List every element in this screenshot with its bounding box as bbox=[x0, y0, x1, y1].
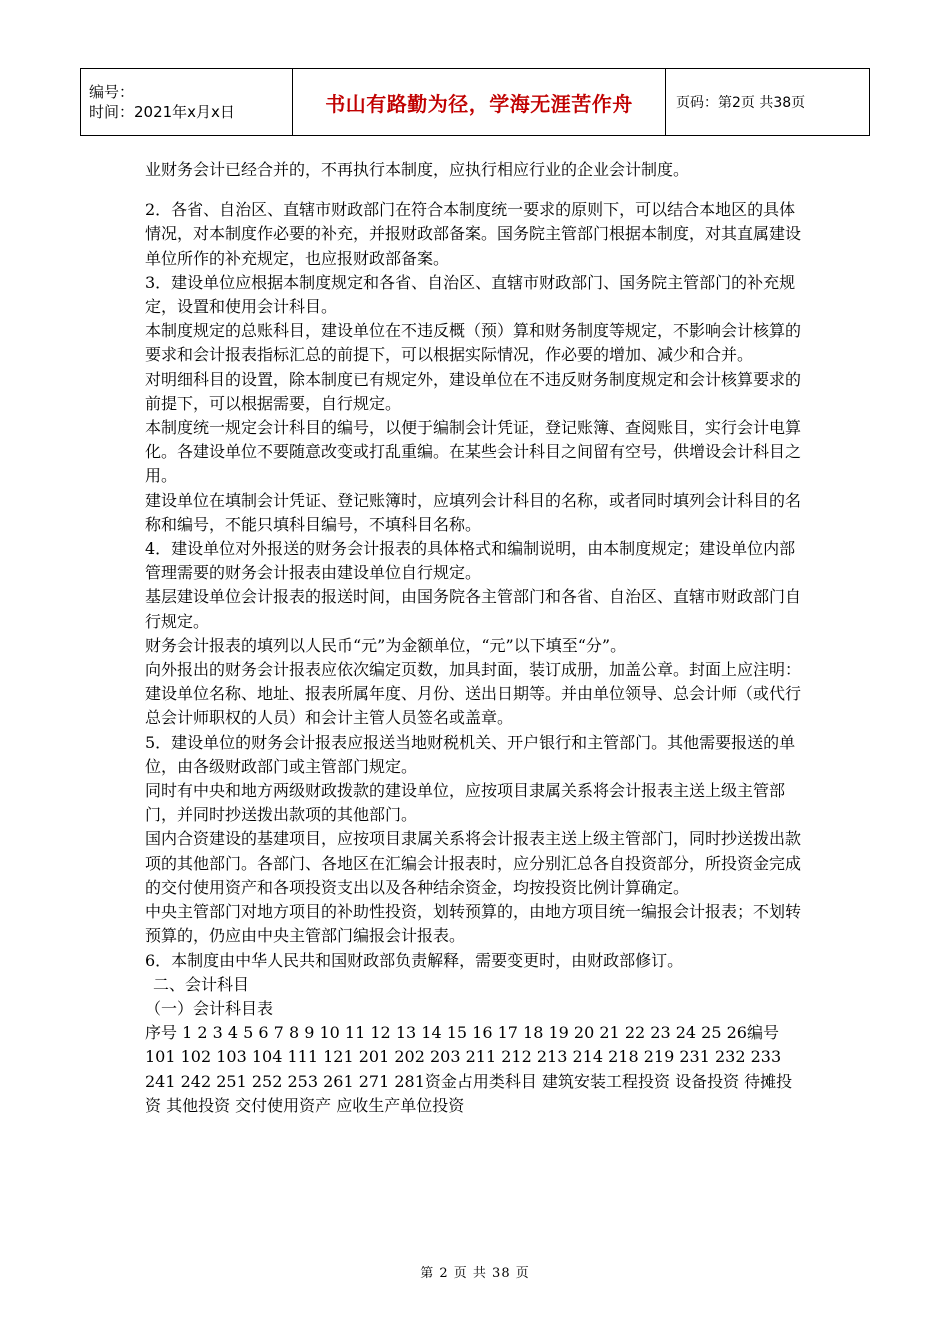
document-time-label: 时间：2021年x月x日 bbox=[89, 103, 235, 121]
header-table bbox=[80, 68, 870, 136]
paragraph: 国内合资建设的基建项目，应按项目隶属关系将会计报表主送上级主管部门，同时抄送拨出款项的其他部门。各部门、各地区在汇编会计报表时，应分别汇总各自投资部分，所投资金完成的交付使用资产和各项投资支出以及各种结余资金，均按投资比例计算确定。 bbox=[145, 829, 802, 897]
paragraph: 财务会计报表的填列以人民币“元”为金额单位，“元”以下填至“分”。 bbox=[145, 635, 627, 655]
paragraph: 建设单位在填制会计凭证、登记账簿时，应填列会计科目的名称，或者同时填列会计科目的名称和编号，不能只填科目编号，不填科目名称。 bbox=[145, 490, 802, 534]
paragraph: 本制度规定的总账科目，建设单位在不违反概（预）算和财务制度等规定，不影响会计核算的要求和会计报表指标汇总的前提下，可以根据实际情况，作必要的增加、减少和合并。 bbox=[145, 321, 802, 365]
page-footer: 第 2 页 共 38 页 bbox=[420, 1266, 530, 1281]
paragraph: 5．建设单位的财务会计报表应报送当地财税机关、开户银行和主管部门。其他需要报送的单位，由各级财政部门或主管部门规定。 bbox=[145, 732, 796, 776]
header-motto: 书山有路勤为径，学海无涯苦作舟 bbox=[293, 69, 666, 136]
header-meta-cell bbox=[81, 69, 293, 136]
paragraph: 业财务会计已经合并的，不再执行本制度，应执行相应行业的企业会计制度。 bbox=[145, 160, 690, 179]
paragraph: 6．本制度由中华人民共和国财政部负责解释，需要变更时，由财政部修订。 bbox=[145, 950, 684, 970]
paragraph: 4．建设单位对外报送的财务会计报表的具体格式和编制说明，由本制度规定；建设单位内部管理需要的财务会计报表由建设单位自行规定。 bbox=[145, 539, 796, 583]
header-page-number: 页码：第2页 共38页 bbox=[666, 69, 870, 136]
section-heading: 二、会计科目 bbox=[153, 974, 250, 994]
paragraph: 基层建设单位会计报表的报送时间，由国务院各主管部门和各省、自治区、直辖市财政部门自行规定。 bbox=[145, 587, 802, 631]
paragraph: 2．各省、自治区、直辖市财政部门在符合本制度统一要求的原则下，可以结合本地区的具体情况，对本制度作必要的补充，并报财政部备案。国务院主管部门根据本制度，对其直属建设单位所作的补充规定，也应报财政部备案。 bbox=[145, 200, 802, 268]
paragraph: 中央主管部门对地方项目的补助性投资，划转预算的，由地方项目统一编报会计报表；不划转预算的，仍应由中央主管部门编报会计报表。 bbox=[145, 902, 802, 946]
subsection-heading: （一）会计科目表 bbox=[145, 998, 274, 1018]
paragraph: 向外报出的财务会计报表应依次编定页数，加具封面，装订成册，加盖公章。封面上应注明：建设单位名称、地址、报表所属年度、月份、送出日期等。并由单位领导、总会计师（或代行总会计师职权的人员）和会计主管人员签名或盖章。 bbox=[145, 660, 802, 728]
paragraph: 对明细科目的设置，除本制度已有规定外，建设单位在不违反财务制度规定和会计核算要求的前提下，可以根据需要，自行规定。 bbox=[145, 369, 802, 413]
paragraph: 3．建设单位应根据本制度规定和各省、自治区、直辖市财政部门、国务院主管部门的补充规定，设置和使用会计科目。 bbox=[145, 272, 796, 317]
paragraph: 本制度统一规定会计科目的编号，以便于编制会计凭证，登记账簿、查阅账目，实行会计电算化。各建设单位不要随意改变或打乱重编。在某些会计科目之间留有空号，供增设会计科目之用。 bbox=[145, 418, 802, 486]
account-table-text: 序号 1 2 3 4 5 6 7 8 9 10 11 12 13 14 15 16 17 18 19 20 21 22 23 24 25 26编号 101 102 103 104 111 121 201 202 203 211 212 213 214 218 219 231 232 233 241 242 251 252 253 261 271 281资金占用类科目 建筑安装工程投资 设备投资 待摊投资 其他投资 交付使用资产 应收生产单位投资 bbox=[145, 1023, 793, 1115]
document-number-label: 编号： bbox=[89, 83, 135, 101]
document-body bbox=[145, 158, 805, 1118]
paragraph: 同时有中央和地方两级财政拨款的建设单位，应按项目隶属关系将会计报表主送上级主管部门，并同时抄送拨出款项的其他部门。 bbox=[145, 781, 786, 825]
